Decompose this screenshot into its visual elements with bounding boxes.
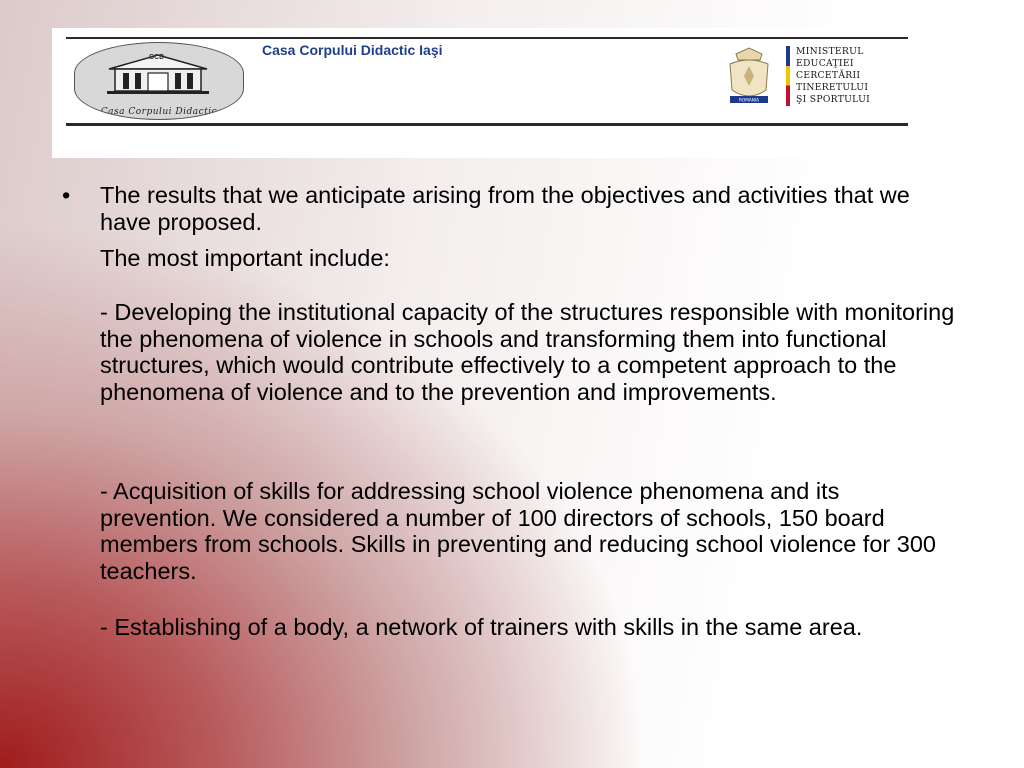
institution-title: Casa Corpului Didactic Iaşi bbox=[262, 42, 443, 58]
logo-caption: Casa Corpului Didactic bbox=[100, 107, 218, 117]
lead-text: The most important include: bbox=[100, 245, 390, 271]
flag-stripe bbox=[786, 46, 790, 106]
slide-header bbox=[52, 28, 972, 158]
ministry-line: TINERETULUI bbox=[796, 82, 869, 93]
result-item-1: - Developing the institutional capacity of the structures responsible with monitoring the phenomena of violence in schools and transforming them into functional structures, which would contribute effectively to a competent approach to the phenomena of violence and to the prevention and improvements. bbox=[100, 299, 955, 405]
ministry-line: MINISTERUL bbox=[796, 46, 864, 57]
ccd-logo bbox=[74, 42, 244, 120]
logo-badge: CCD bbox=[149, 54, 165, 61]
bullet-marker: • bbox=[62, 182, 71, 208]
ministry-line: CERCETĂRII bbox=[796, 70, 861, 81]
ministry-line: ŞI SPORTULUI bbox=[796, 94, 871, 105]
intro-text: The results that we anticipate arising from the objectives and activities that we have proposed. bbox=[100, 182, 910, 235]
ministry-line: EDUCAŢIEI bbox=[796, 58, 854, 69]
ministry-name bbox=[796, 46, 906, 106]
result-item-2: - Acquisition of skills for addressing school violence phenomena and its prevention. We considered a number of 100 directors of schools, 150 board members from schools. Skills in preventing and reducing school violence for 300 teachers. bbox=[100, 478, 936, 584]
crest-ribbon-text: ROMANIA bbox=[739, 97, 759, 103]
result-item-3: - Establishing of a body, a network of trainers with skills in the same area. bbox=[100, 614, 863, 640]
coat-of-arms-icon bbox=[722, 46, 776, 108]
